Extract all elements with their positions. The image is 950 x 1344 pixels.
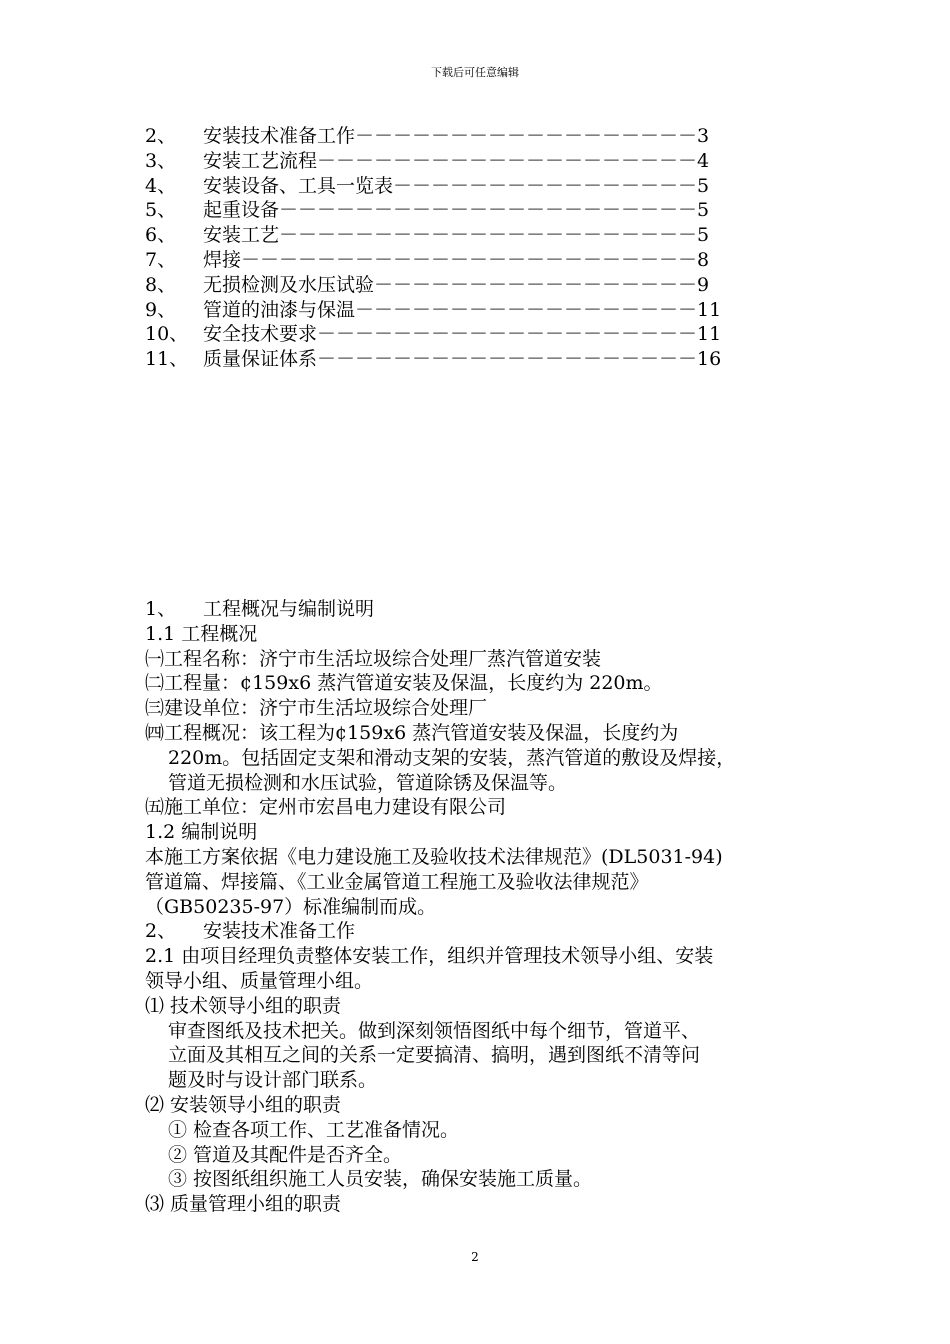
toc-item-page: 4 [697, 149, 710, 172]
toc-leader: －－－－－－－－－－－－－－－－－－－－ [317, 149, 698, 172]
toc-item [145, 322, 785, 347]
toc-item-page: 9 [697, 273, 710, 296]
tech-group-text: 审查图纸及技术把关。做到深刻领悟图纸中每个细节，管道平、 [168, 1019, 701, 1042]
toc-item [145, 248, 785, 273]
toc-item-page: 5 [697, 224, 710, 247]
page-header [0, 66, 950, 80]
contractor: ㈤施工单位：定州市宏昌电力建设有限公司 [145, 796, 507, 819]
toc-item-title: 起重设备 [203, 199, 280, 222]
toc-leader: －－－－－－－－－－－－－－－－－－－－ [317, 323, 698, 346]
page-number: 2 [471, 1250, 479, 1264]
toc-item-page: 11 [697, 298, 722, 321]
basis-paragraph-cont: 管道篇、焊接篇、《工业金属管道工程施工及验收法律规范》 [145, 870, 649, 893]
subsection-1-1-heading: 1.1 工程概况 [145, 622, 258, 645]
toc-leader: －－－－－－－－－－－－－－－－－－－－－－ [279, 199, 698, 222]
toc-item [145, 149, 785, 174]
section-title: 安装技术准备工作 [203, 920, 356, 943]
toc-item [145, 223, 785, 248]
install-group-item: ③ 按图纸组织施工人员安装，确保安装施工质量。 [168, 1168, 593, 1191]
basis-paragraph: 本施工方案依据《电力建设施工及验收技术法律规范》(DL5031-94) [145, 845, 723, 868]
toc-leader: －－－－－－－－－－－－－－－－－ [374, 273, 698, 296]
toc-item-page: 3 [697, 125, 710, 147]
header-text: 下载后可任意编辑 [431, 66, 519, 79]
section-2-heading [145, 919, 817, 944]
project-quantity: ㈡工程量：¢159x6 蒸汽管道安装及保温，长度约为 220m。 [145, 672, 663, 695]
toc-item-title: 安装设备、工具一览表 [203, 174, 394, 197]
project-name: ㈠工程名称：济宁市生活垃圾综合处理厂蒸汽管道安装 [145, 647, 602, 670]
toc-item-title: 安装工艺流程 [203, 149, 318, 172]
section-number: 2、 [145, 920, 177, 943]
toc-item-title: 安装技术准备工作 [203, 125, 356, 147]
toc-item-number: 8、 [145, 273, 177, 296]
paragraph-2-1: 2.1 由项目经理负责整体安装工作，组织并管理技术领导小组、安装 [145, 945, 714, 968]
toc-item [145, 298, 785, 323]
toc-item-title: 焊接 [203, 248, 242, 271]
toc-item-number: 7、 [145, 248, 177, 271]
toc-item [145, 174, 785, 199]
toc-leader: －－－－－－－－－－－－－－－－－－ [355, 298, 698, 321]
toc-item-number: 4、 [145, 174, 177, 197]
page-footer [0, 1249, 950, 1265]
section-1-heading [145, 597, 817, 622]
toc-leader: －－－－－－－－－－－－－－－－－－－－－－ [279, 224, 698, 247]
toc-item-title: 管道的油漆与保温 [203, 298, 356, 321]
toc-item-number: 2、 [145, 125, 177, 147]
toc-item-number: 5、 [145, 199, 177, 222]
toc-item-number: 11、 [145, 348, 189, 371]
toc-item [145, 198, 785, 223]
construction-owner: ㈢建设单位：济宁市生活垃圾综合处理厂 [145, 697, 488, 720]
toc-item [145, 124, 785, 149]
basis-paragraph-cont: （GB50235-97）标准编制而成。 [145, 895, 437, 918]
toc-item-title: 质量保证体系 [203, 348, 318, 371]
project-overview-cont: 管道无损检测和水压试验，管道除锈及保温等。 [168, 771, 568, 794]
toc-item-number: 10、 [145, 323, 189, 346]
toc-item-page: 5 [697, 199, 710, 222]
toc-item-title: 无损检测及水压试验 [203, 273, 375, 296]
toc-leader: －－－－－－－－－－－－－－－－－－ [355, 125, 698, 147]
toc-item-title: 安全技术要求 [203, 323, 318, 346]
toc-item [145, 273, 785, 298]
install-group-heading: ⑵ 安装领导小组的职责 [145, 1093, 342, 1116]
toc-item-number: 3、 [145, 149, 177, 172]
toc-item [145, 347, 785, 372]
toc-item-title: 安装工艺 [203, 224, 280, 247]
subsection-1-2-heading: 1.2 编制说明 [145, 821, 258, 844]
toc-item-page: 8 [697, 248, 710, 271]
tech-group-heading: ⑴ 技术领导小组的职责 [145, 994, 342, 1017]
table-of-contents [145, 124, 785, 372]
toc-item-page: 11 [697, 323, 722, 346]
toc-leader: －－－－－－－－－－－－－－－－－－－－－－－－ [241, 248, 698, 271]
paragraph-2-1-cont: 领导小组、质量管理小组。 [145, 969, 374, 992]
project-overview-cont: 220m。包括固定支架和滑动支架的安装，蒸汽管道的敷设及焊接， [168, 746, 736, 769]
quality-group-heading: ⑶ 质量管理小组的职责 [145, 1193, 342, 1216]
section-title: 工程概况与编制说明 [203, 598, 375, 620]
toc-item-page: 16 [697, 348, 722, 371]
section-number: 1、 [145, 598, 177, 620]
toc-item-number: 9、 [145, 298, 177, 321]
toc-item-number: 6、 [145, 224, 177, 247]
install-group-item: ① 检查各项工作、工艺准备情况。 [168, 1118, 460, 1141]
tech-group-text: 题及时与设计部门联系。 [168, 1069, 378, 1092]
document-body [145, 597, 817, 1217]
toc-leader: －－－－－－－－－－－－－－－－－－－－ [317, 348, 698, 371]
tech-group-text: 立面及其相互之间的关系一定要搞清、搞明，遇到图纸不清等问 [168, 1044, 701, 1067]
toc-item-page: 5 [697, 174, 710, 197]
toc-leader: －－－－－－－－－－－－－－－－ [393, 174, 698, 197]
install-group-item: ② 管道及其配件是否齐全。 [168, 1143, 403, 1166]
project-overview: ㈣工程概况：该工程为¢159x6 蒸汽管道安装及保温，长度约为 [145, 721, 679, 744]
